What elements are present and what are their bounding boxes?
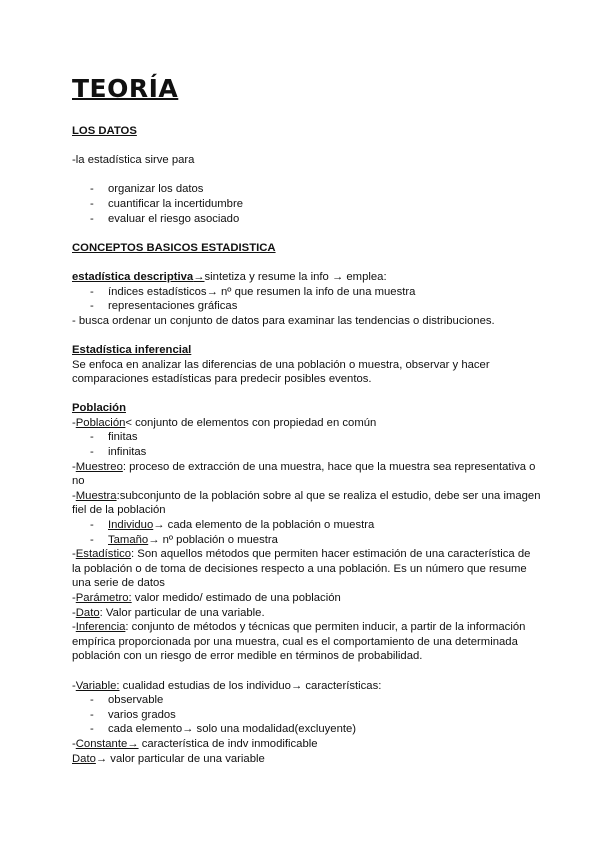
list-item: - varios grados	[72, 708, 542, 723]
term-constante: Constante→	[75, 737, 139, 750]
section-heading-los-datos: LOS DATOS	[72, 125, 137, 137]
parametro-line	[72, 591, 542, 606]
muestra-text: :subconjunto de la población sobre al que se realiza el estudio, debe ser una imagen fiel de la población	[72, 489, 541, 517]
estadistico-line	[72, 547, 542, 591]
list-item: - finitas	[72, 430, 542, 445]
tamano-text: → nº población o muestra	[148, 533, 278, 546]
term-dato2: Dato	[72, 752, 96, 765]
prefix: -	[72, 679, 76, 692]
muestra-line	[72, 489, 542, 518]
prefix: -	[72, 489, 76, 502]
descriptiva-line	[72, 270, 542, 285]
prefix: -	[72, 737, 76, 750]
term-descriptiva: estadística descriptiva	[72, 270, 194, 283]
list-item: - cada elemento→ solo una modalidad(excluyente)	[72, 722, 542, 737]
variable-line	[72, 679, 542, 694]
term-individuo: Individuo	[108, 519, 154, 532]
prefix: -	[72, 606, 76, 619]
dato-text: : Valor particular de una variable.	[99, 606, 265, 619]
prefix: -	[72, 416, 76, 429]
dato-line	[72, 606, 542, 621]
term-estadistico: Estadístico	[75, 548, 132, 561]
arrow: →	[193, 270, 205, 283]
descriptiva-note: - busca ordenar un conjunto de datos para examinar las tendencias o distribuciones.	[72, 314, 495, 327]
heading-poblacion: Población	[72, 402, 126, 415]
page-title: TEORÍA	[72, 74, 179, 103]
individuo-item	[72, 518, 542, 533]
descriptiva-text: sintetiza y resume la info → emplea:	[204, 270, 387, 283]
list-item: - organizar los datos	[72, 182, 542, 197]
document-body	[72, 124, 542, 766]
los-datos-intro: -la estadística sirve para	[72, 154, 195, 167]
list-item: - infinitas	[72, 445, 542, 460]
term-parametro: Parámetro:	[75, 592, 132, 604]
dato2-line	[72, 752, 542, 767]
list-item: - cuantificar la incertidumbre	[72, 197, 542, 212]
muestreo-text: : proceso de extracción de una muestra, hace que la muestra sea representativa o no	[72, 460, 536, 488]
section-heading-conceptos: CONCEPTOS BASICOS ESTADISTICA	[72, 241, 276, 254]
poblacion-text: < conjunto de elementos con propiedad en común	[125, 416, 377, 429]
variable-text: cualidad estudias de los individuo→ características:	[119, 679, 382, 692]
parametro-text: valor medido/ estimado de una población	[131, 592, 341, 604]
term-muestreo: Muestreo	[75, 460, 123, 473]
prefix: -	[72, 460, 76, 473]
list-item: - índices estadísticos→ nº que resumen la info de una muestra	[72, 285, 542, 300]
tamano-item	[72, 533, 542, 548]
inferencial-text: Se enfoca en analizar las diferencias de una población o muestra, observar y hacer comparaciones estadísticas para predecir posibles eventos.	[72, 358, 490, 386]
heading-inferencial: Estadística inferencial	[72, 343, 192, 356]
term-dato: Dato	[75, 606, 100, 619]
dato2-text: → valor particular de una variable	[95, 752, 265, 765]
term-inferencia: Inferencia	[75, 621, 126, 634]
inferencia-text: : conjunto de métodos y técnicas que permiten inducir, a partir de la información empírica proporcionada por una muestra, cual es el comportamiento de una determinada población con un riesgo de error medible en términos de probabilidad.	[72, 621, 526, 663]
term-poblacion: Población	[75, 416, 126, 429]
list-item: - representaciones gráficas	[72, 299, 542, 314]
prefix: -	[72, 592, 76, 604]
list-item: - evaluar el riesgo asociado	[72, 212, 542, 227]
individuo-text: → cada elemento de la población o muestra	[153, 519, 375, 532]
prefix: -	[72, 548, 76, 561]
term-variable: Variable:	[75, 679, 120, 692]
term-tamano: Tamaño	[108, 533, 149, 546]
estadistico-text: : Son aquellos métodos que permiten hacer estimación de una característica de la población o de toma de decisiones respecto a una población. Es un número que resume una serie de datos	[72, 548, 531, 590]
term-muestra: Muestra	[75, 489, 117, 502]
constante-line	[72, 737, 542, 752]
inferencia-line	[72, 620, 542, 664]
poblacion-line	[72, 416, 542, 431]
prefix: -	[72, 621, 76, 634]
muestreo-line	[72, 460, 542, 489]
list-item: - observable	[72, 693, 542, 708]
constante-text: característica de indv inmodificable	[138, 737, 318, 750]
